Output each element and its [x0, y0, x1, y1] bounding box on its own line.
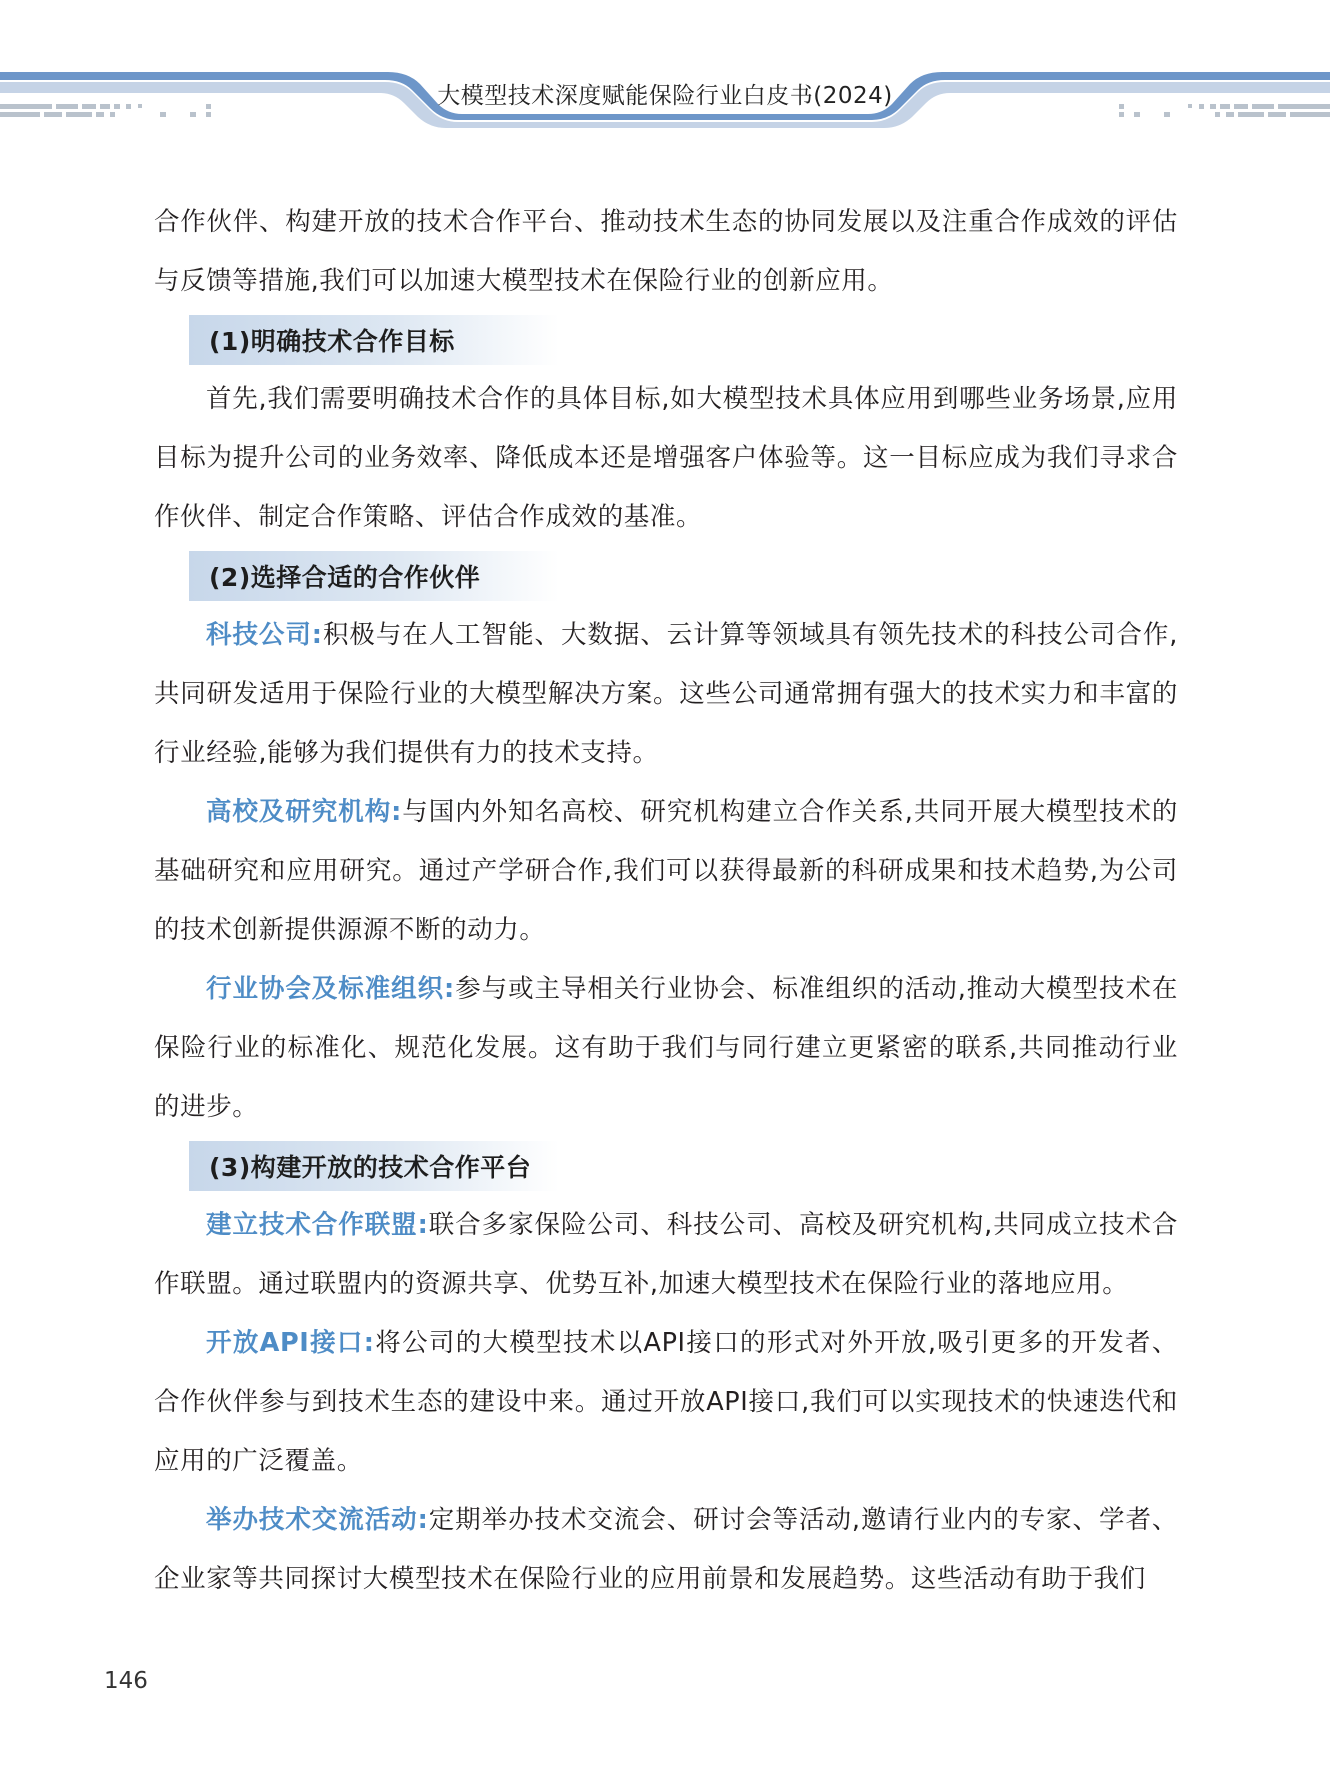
- item-text: 参与或主导相关行业协会、标准组织的活动,推动大模型技术在保险行业的标准化、规范化发展。这有助于我们与同行建立更紧密的联系,共同推动行业的进步。: [154, 974, 1178, 1122]
- section-heading-1: [189, 315, 559, 365]
- item-label: 科技公司:: [206, 620, 323, 650]
- section-3-item: [154, 1491, 1178, 1609]
- section-heading-2: [189, 551, 559, 601]
- item-text: 定期举办技术交流会、研讨会等活动,邀请行业内的专家、学者、企业家等共同探讨大模型技术在保险行业的应用前景和发展趋势。这些活动有助于我们: [154, 1505, 1178, 1594]
- section-heading-3: [189, 1141, 559, 1191]
- page-number: 146: [104, 1668, 148, 1694]
- item-label: 建立技术合作联盟:: [206, 1210, 429, 1240]
- item-text: 与国内外知名高校、研究机构建立合作关系,共同开展大模型技术的基础研究和应用研究。通过产学研合作,我们可以获得最新的科研成果和技术趋势,为公司的技术创新提供源源不断的动力。: [154, 797, 1178, 945]
- item-text: 将公司的大模型技术以API接口的形式对外开放,吸引更多的开发者、合作伙伴参与到技术生态的建设中来。通过开放API接口,我们可以实现技术的快速迭代和应用的广泛覆盖。: [154, 1328, 1178, 1476]
- item-label: 行业协会及标准组织:: [206, 974, 455, 1004]
- document-title: 大模型技术深度赋能保险行业白皮书(2024): [437, 83, 893, 109]
- page-header: [0, 0, 1330, 140]
- section-2-item: [154, 783, 1178, 960]
- item-label: 高校及研究机构:: [206, 797, 402, 827]
- section-heading-1-text: (1)明确技术合作目标: [209, 327, 455, 356]
- item-text: 联合多家保险公司、科技公司、高校及研究机构,共同成立技术合作联盟。通过联盟内的资源共享、优势互补,加速大模型技术在保险行业的落地应用。: [154, 1210, 1178, 1299]
- section-2-item: [154, 960, 1178, 1137]
- item-text: 积极与在人工智能、大数据、云计算等领域具有领先技术的科技公司合作,共同研发适用于保险行业的大模型解决方案。这些公司通常拥有强大的技术实力和丰富的行业经验,能够为我们提供有力的技术支持。: [154, 620, 1178, 768]
- header-band-graphic: [0, 0, 1330, 140]
- item-label: 举办技术交流活动:: [206, 1505, 429, 1535]
- item-label: 开放API接口:: [206, 1328, 375, 1358]
- section-3-item: [154, 1196, 1178, 1314]
- section-heading-3-text: (3)构建开放的技术合作平台: [209, 1153, 532, 1182]
- section-heading-2-text: (2)选择合适的合作伙伴: [209, 563, 481, 592]
- section-1-paragraph: 首先,我们需要明确技术合作的具体目标,如大模型技术具体应用到哪些业务场景,应用目标为提升公司的业务效率、降低成本还是增强客户体验等。这一目标应成为我们寻求合作伙伴、制定合作策略、评估合作成效的基准。: [154, 384, 1178, 532]
- section-2-item: [154, 606, 1178, 783]
- intro-paragraph: 合作伙伴、构建开放的技术合作平台、推动技术生态的协同发展以及注重合作成效的评估与反馈等措施,我们可以加速大模型技术在保险行业的创新应用。: [154, 207, 1178, 296]
- page-body: [154, 193, 1178, 1609]
- section-3-item: [154, 1314, 1178, 1491]
